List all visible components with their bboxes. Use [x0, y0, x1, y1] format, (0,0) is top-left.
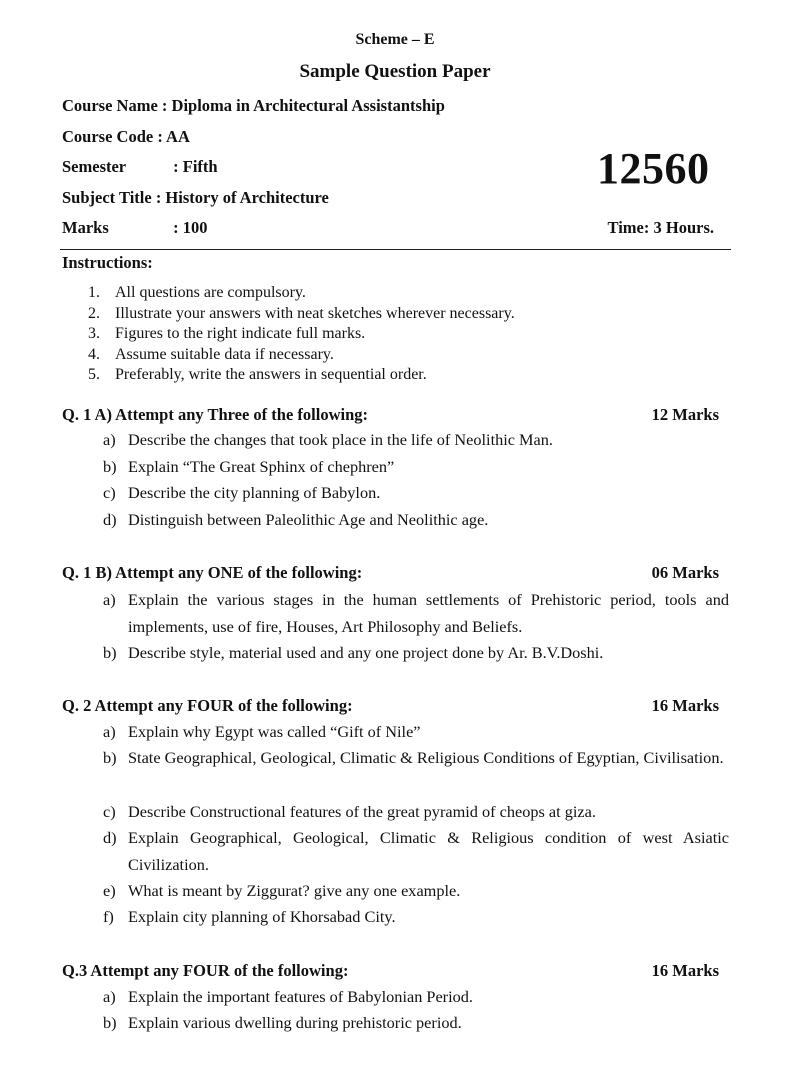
- semester-label: Semester: [62, 157, 127, 176]
- subject-value: : History of Architecture: [155, 188, 329, 207]
- instruction-item: [88, 365, 515, 386]
- instruction-number: 5.: [88, 366, 100, 384]
- instruction-text: Assume suitable data if necessary.: [115, 345, 334, 363]
- instruction-text: All questions are compulsory.: [115, 284, 306, 301]
- item-text: Explain the important features of Babylonian Period.: [128, 987, 473, 1006]
- item-letter: a): [103, 590, 116, 609]
- question-item: [103, 799, 729, 826]
- instruction-item: [88, 324, 515, 345]
- item-text: Describe Constructional features of the great pyramid of cheops at giza.: [128, 802, 596, 821]
- paper-title: Sample Question Paper: [299, 61, 491, 82]
- item-letter: e): [103, 881, 116, 900]
- question-item: [103, 745, 729, 772]
- instruction-number: 2.: [88, 304, 100, 322]
- course-name-value: : Diploma in Architectural Assistantship: [161, 96, 445, 115]
- item-text: Describe style, material used and any one project done by Ar. B.V.Doshi.: [128, 643, 604, 662]
- course-code-row: [62, 127, 190, 147]
- instruction-item: [88, 283, 515, 304]
- question-item: [103, 719, 729, 746]
- item-text: Explain Geographical, Geological, Climatic & Religious condition of west Asiatic Civilization.: [128, 828, 729, 874]
- marks-row: [62, 218, 208, 238]
- question-heading: Q. 1 A) Attempt any Three of the following:: [62, 405, 368, 424]
- time-duration: Time: 3 Hours.: [607, 218, 714, 237]
- instructions-heading: Instructions:: [62, 253, 153, 272]
- item-letter: c): [103, 483, 116, 502]
- scheme-label: Scheme – E: [355, 31, 435, 48]
- semester-row: [62, 157, 218, 177]
- instructions-list: [88, 283, 515, 386]
- question-item: [103, 587, 729, 640]
- marks-label: Marks: [62, 218, 109, 237]
- instruction-text: Illustrate your answers with neat sketches wherever necessary.: [115, 304, 515, 322]
- question-item: [103, 427, 729, 454]
- header-divider: [60, 249, 731, 250]
- question-heading: Q.3 Attempt any FOUR of the following:: [62, 961, 349, 980]
- question-marks: 06 Marks: [651, 563, 719, 582]
- question-heading: Q. 2 Attempt any FOUR of the following:: [62, 696, 353, 715]
- item-letter: d): [103, 510, 117, 529]
- course-name-row: [62, 96, 445, 116]
- semester-value: : Fifth: [173, 157, 218, 176]
- item-text: Explain city planning of Khorsabad City.: [128, 907, 396, 926]
- question-marks: 12 Marks: [651, 405, 719, 424]
- item-text: Describe the city planning of Babylon.: [128, 483, 381, 502]
- item-text: Explain the various stages in the human settlements of Prehistoric period, tools and implements, use of fire, Houses, Art Philosophy and Beliefs.: [128, 590, 729, 636]
- instruction-number: 1.: [88, 284, 100, 301]
- instruction-item: [88, 304, 515, 325]
- course-code-label: Course Code: [62, 127, 154, 146]
- question-item: [103, 878, 729, 905]
- paper-code-number: 12560: [597, 144, 710, 193]
- item-letter: c): [103, 802, 116, 821]
- question-item: [103, 904, 729, 931]
- question-item: [103, 640, 729, 667]
- instruction-text: Preferably, write the answers in sequential order.: [115, 366, 427, 384]
- subject-row: [62, 188, 329, 208]
- item-text: Explain why Egypt was called “Gift of Nile”: [128, 722, 421, 741]
- course-code-value: : AA: [157, 127, 190, 146]
- question-item: [103, 825, 729, 878]
- item-letter: a): [103, 722, 116, 741]
- question-marks: 16 Marks: [651, 961, 719, 980]
- instruction-number: 4.: [88, 345, 100, 363]
- item-letter: b): [103, 457, 117, 476]
- item-letter: b): [103, 643, 117, 662]
- item-text: Explain various dwelling during prehistoric period.: [128, 1013, 462, 1032]
- item-text: Explain “The Great Sphinx of chephren”: [128, 457, 395, 476]
- marks-value: : 100: [173, 218, 208, 237]
- item-letter: f): [103, 907, 114, 926]
- item-letter: a): [103, 987, 116, 1006]
- instruction-item: [88, 345, 515, 366]
- question-item: [103, 1010, 729, 1037]
- question-marks: 16 Marks: [651, 696, 719, 715]
- question-item: [103, 507, 729, 534]
- question-item: [103, 984, 729, 1011]
- item-letter: b): [103, 748, 117, 767]
- item-text: What is meant by Ziggurat? give any one example.: [128, 881, 461, 900]
- subject-label: Subject Title: [62, 188, 152, 207]
- question-item: [103, 480, 729, 507]
- course-name-label: Course Name: [62, 96, 158, 115]
- item-letter: d): [103, 828, 117, 847]
- item-text: State Geographical, Geological, Climatic & Religious Conditions of Egyptian, Civilisation.: [128, 748, 724, 767]
- item-letter: b): [103, 1013, 117, 1032]
- item-text: Describe the changes that took place in the life of Neolithic Man.: [128, 430, 553, 449]
- instruction-number: 3.: [88, 325, 100, 343]
- instruction-text: Figures to the right indicate full marks.: [115, 325, 366, 343]
- question-item: [103, 454, 729, 481]
- question-heading: Q. 1 B) Attempt any ONE of the following:: [62, 563, 363, 582]
- item-text: Distinguish between Paleolithic Age and Neolithic age.: [128, 510, 489, 529]
- item-letter: a): [103, 430, 116, 449]
